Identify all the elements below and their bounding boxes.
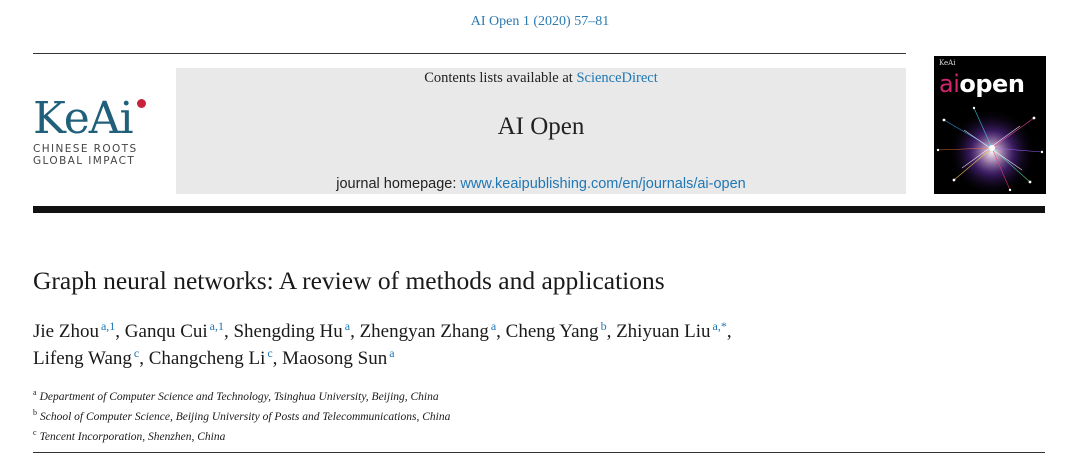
affiliation-item bbox=[33, 425, 450, 445]
affiliation-text: School of Computer Science, Beijing University of Posts and Telecommunications, China bbox=[40, 410, 451, 423]
author-affiliation-mark[interactable]: a,1 bbox=[100, 318, 116, 333]
author-affiliation-mark[interactable]: a bbox=[389, 345, 395, 360]
author-name[interactable]: Changcheng Li bbox=[148, 348, 266, 369]
author-name[interactable]: Zhiyuan Liu bbox=[616, 321, 711, 342]
author-affiliation-mark[interactable]: a,1 bbox=[209, 318, 224, 333]
affiliation-mark: a bbox=[33, 388, 37, 397]
author-separator: , bbox=[139, 348, 149, 369]
journal-banner bbox=[176, 68, 906, 194]
author-list bbox=[33, 318, 1033, 372]
cover-network-art-icon bbox=[934, 100, 1046, 194]
logo-tagline-2: GLOBAL IMPACT bbox=[33, 155, 136, 167]
author-separator: , bbox=[726, 321, 732, 342]
affiliation-mark: c bbox=[33, 427, 37, 437]
header-divider bbox=[33, 53, 906, 54]
affiliation-list bbox=[33, 385, 450, 444]
author-name[interactable]: Maosong Sun bbox=[282, 348, 388, 369]
header-thick-rule bbox=[33, 206, 1045, 213]
author-affiliation-mark[interactable]: c bbox=[133, 345, 140, 360]
affiliation-text: Tencent Incorporation, Shenzhen, China bbox=[39, 430, 226, 443]
journal-title: AI Open bbox=[497, 113, 585, 140]
author-name[interactable]: Ganqu Cui bbox=[124, 321, 208, 342]
article-title: Graph neural networks: A review of methods and applications bbox=[33, 266, 665, 295]
author-name[interactable]: Jie Zhou bbox=[33, 321, 99, 342]
sciencedirect-link[interactable]: ScienceDirect bbox=[576, 70, 658, 86]
journal-citation-link[interactable]: AI Open 1 (2020) 57–81 bbox=[470, 14, 610, 29]
affiliation-mark: b bbox=[33, 407, 37, 417]
author-separator: , bbox=[115, 321, 125, 342]
author-affiliation-mark[interactable]: a,* bbox=[712, 318, 727, 333]
author-name[interactable]: Shengding Hu bbox=[233, 321, 343, 342]
affiliation-text: Department of Computer Science and Technology, Tsinghua University, Beijing, China bbox=[39, 390, 439, 403]
cover-brand: aiopen bbox=[939, 70, 1025, 98]
author-affiliation-mark[interactable]: b bbox=[600, 318, 607, 333]
author-name[interactable]: Zhengyan Zhang bbox=[359, 321, 489, 342]
author-separator: , bbox=[350, 321, 360, 342]
author-separator: , bbox=[606, 321, 617, 342]
author-name[interactable]: Lifeng Wang bbox=[33, 348, 132, 369]
author-affiliation-mark[interactable]: a bbox=[344, 318, 351, 333]
author-name[interactable]: Cheng Yang bbox=[505, 321, 599, 342]
cover-publisher: KeAi bbox=[939, 59, 956, 67]
author-separator: , bbox=[496, 321, 506, 342]
author-separator: , bbox=[223, 321, 234, 342]
journal-cover-image[interactable] bbox=[934, 56, 1046, 194]
keai-logo bbox=[33, 95, 163, 167]
author-affiliation-mark[interactable]: a bbox=[490, 318, 497, 333]
affiliation-item bbox=[33, 405, 450, 425]
logo-dot-icon bbox=[137, 99, 146, 108]
authors-container bbox=[33, 318, 732, 369]
homepage-link[interactable]: www.keaipublishing.com/en/journals/ai-open bbox=[460, 176, 746, 192]
logo-wordmark: KeAi bbox=[33, 95, 163, 143]
affiliation-item bbox=[33, 385, 450, 405]
section-divider bbox=[33, 452, 1045, 453]
author-separator: , bbox=[272, 348, 283, 369]
logo-tagline-1: CHINESE ROOTS bbox=[33, 143, 138, 155]
contents-line: Contents lists available at ScienceDirect bbox=[424, 70, 658, 86]
author-affiliation-mark[interactable]: c bbox=[267, 345, 273, 360]
homepage-line: journal homepage: www.keaipublishing.com/en/journals/ai-open bbox=[336, 176, 746, 192]
